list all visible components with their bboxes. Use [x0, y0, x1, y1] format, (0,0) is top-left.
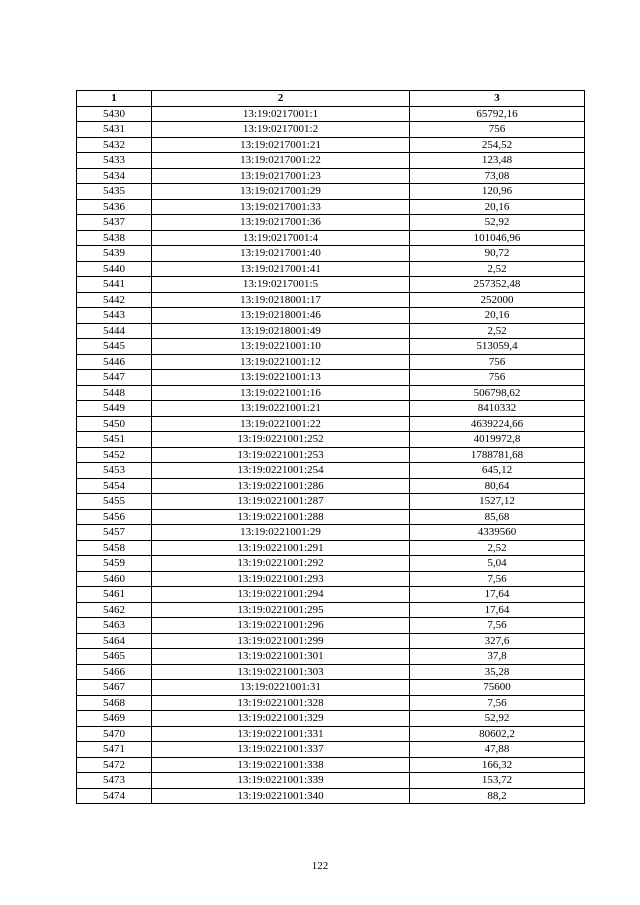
- cadastral-number-cell: 13:19:0221001:296: [152, 618, 410, 634]
- table-row: [77, 478, 585, 494]
- cadastral-number-cell: 13:19:0218001:46: [152, 308, 410, 324]
- row-number-cell: 5463: [77, 618, 152, 634]
- cadastral-number-cell: 13:19:0217001:36: [152, 215, 410, 231]
- value-cell: 20,16: [410, 199, 585, 215]
- row-number-cell: 5448: [77, 385, 152, 401]
- table-row: [77, 122, 585, 138]
- row-number-cell: 5468: [77, 695, 152, 711]
- table-row: [77, 587, 585, 603]
- row-number-cell: 5447: [77, 370, 152, 386]
- table-row: [77, 354, 585, 370]
- column-header-1: 1: [77, 91, 152, 107]
- value-cell: 4639224,66: [410, 416, 585, 432]
- table-row: [77, 664, 585, 680]
- cadastral-number-cell: 13:19:0221001:288: [152, 509, 410, 525]
- data-table: [76, 90, 585, 804]
- value-cell: 1527,12: [410, 494, 585, 510]
- row-number-cell: 5446: [77, 354, 152, 370]
- row-number-cell: 5452: [77, 447, 152, 463]
- cadastral-number-cell: 13:19:0217001:23: [152, 168, 410, 184]
- cadastral-number-cell: 13:19:0221001:339: [152, 773, 410, 789]
- value-cell: 80,64: [410, 478, 585, 494]
- row-number-cell: 5455: [77, 494, 152, 510]
- cadastral-number-cell: 13:19:0217001:2: [152, 122, 410, 138]
- cadastral-number-cell: 13:19:0221001:252: [152, 432, 410, 448]
- cadastral-number-cell: 13:19:0217001:33: [152, 199, 410, 215]
- cadastral-number-cell: 13:19:0217001:22: [152, 153, 410, 169]
- row-number-cell: 5443: [77, 308, 152, 324]
- cadastral-number-cell: 13:19:0218001:17: [152, 292, 410, 308]
- value-cell: 4019972,8: [410, 432, 585, 448]
- cadastral-number-cell: 13:19:0221001:286: [152, 478, 410, 494]
- value-cell: 4339560: [410, 525, 585, 541]
- row-number-cell: 5445: [77, 339, 152, 355]
- value-cell: 1788781,68: [410, 447, 585, 463]
- cadastral-number-cell: 13:19:0221001:13: [152, 370, 410, 386]
- cadastral-number-cell: 13:19:0221001:287: [152, 494, 410, 510]
- value-cell: 101046,96: [410, 230, 585, 246]
- cadastral-number-cell: 13:19:0221001:337: [152, 742, 410, 758]
- value-cell: 2,52: [410, 261, 585, 277]
- cadastral-number-cell: 13:19:0221001:301: [152, 649, 410, 665]
- row-number-cell: 5454: [77, 478, 152, 494]
- cadastral-number-cell: 13:19:0218001:49: [152, 323, 410, 339]
- row-number-cell: 5440: [77, 261, 152, 277]
- table-row: [77, 199, 585, 215]
- value-cell: 5,04: [410, 556, 585, 572]
- row-number-cell: 5441: [77, 277, 152, 293]
- cadastral-number-cell: 13:19:0221001:253: [152, 447, 410, 463]
- cadastral-number-cell: 13:19:0221001:293: [152, 571, 410, 587]
- value-cell: 75600: [410, 680, 585, 696]
- table-row: [77, 711, 585, 727]
- cadastral-number-cell: 13:19:0221001:291: [152, 540, 410, 556]
- row-number-cell: 5465: [77, 649, 152, 665]
- table-row: [77, 416, 585, 432]
- row-number-cell: 5470: [77, 726, 152, 742]
- table-body: [77, 106, 585, 804]
- table-row: [77, 230, 585, 246]
- value-cell: 2,52: [410, 540, 585, 556]
- table-row: [77, 509, 585, 525]
- row-number-cell: 5462: [77, 602, 152, 618]
- table-row: [77, 323, 585, 339]
- value-cell: 756: [410, 370, 585, 386]
- table-row: [77, 618, 585, 634]
- row-number-cell: 5473: [77, 773, 152, 789]
- table-row: [77, 757, 585, 773]
- table-row: [77, 246, 585, 262]
- row-number-cell: 5432: [77, 137, 152, 153]
- row-number-cell: 5469: [77, 711, 152, 727]
- column-header-3: 3: [410, 91, 585, 107]
- row-number-cell: 5453: [77, 463, 152, 479]
- cadastral-number-cell: 13:19:0221001:31: [152, 680, 410, 696]
- row-number-cell: 5437: [77, 215, 152, 231]
- row-number-cell: 5459: [77, 556, 152, 572]
- row-number-cell: 5464: [77, 633, 152, 649]
- table-row: [77, 556, 585, 572]
- table-row: [77, 137, 585, 153]
- value-cell: 20,16: [410, 308, 585, 324]
- value-cell: 52,92: [410, 711, 585, 727]
- cadastral-number-cell: 13:19:0221001:295: [152, 602, 410, 618]
- table-row: [77, 385, 585, 401]
- cadastral-number-cell: 13:19:0217001:5: [152, 277, 410, 293]
- value-cell: 153,72: [410, 773, 585, 789]
- value-cell: 645,12: [410, 463, 585, 479]
- row-number-cell: 5451: [77, 432, 152, 448]
- table-row: [77, 773, 585, 789]
- value-cell: 37,8: [410, 649, 585, 665]
- table-row: [77, 494, 585, 510]
- row-number-cell: 5466: [77, 664, 152, 680]
- row-number-cell: 5433: [77, 153, 152, 169]
- row-number-cell: 5431: [77, 122, 152, 138]
- value-cell: 327,6: [410, 633, 585, 649]
- cadastral-number-cell: 13:19:0221001:16: [152, 385, 410, 401]
- cadastral-number-cell: 13:19:0217001:40: [152, 246, 410, 262]
- cadastral-number-cell: 13:19:0217001:29: [152, 184, 410, 200]
- table-row: [77, 726, 585, 742]
- row-number-cell: 5474: [77, 788, 152, 804]
- table-row: [77, 215, 585, 231]
- table-row: [77, 540, 585, 556]
- row-number-cell: 5434: [77, 168, 152, 184]
- table-row: [77, 432, 585, 448]
- cadastral-number-cell: 13:19:0221001:338: [152, 757, 410, 773]
- row-number-cell: 5461: [77, 587, 152, 603]
- value-cell: 88,2: [410, 788, 585, 804]
- row-number-cell: 5467: [77, 680, 152, 696]
- cadastral-number-cell: 13:19:0221001:303: [152, 664, 410, 680]
- row-number-cell: 5458: [77, 540, 152, 556]
- table-header-row: [77, 91, 585, 107]
- table-row: [77, 525, 585, 541]
- table-row: [77, 633, 585, 649]
- value-cell: 73,08: [410, 168, 585, 184]
- value-cell: 756: [410, 354, 585, 370]
- cadastral-number-cell: 13:19:0221001:329: [152, 711, 410, 727]
- cadastral-number-cell: 13:19:0221001:10: [152, 339, 410, 355]
- table-row: [77, 370, 585, 386]
- row-number-cell: 5438: [77, 230, 152, 246]
- table-row: [77, 168, 585, 184]
- row-number-cell: 5436: [77, 199, 152, 215]
- table-row: [77, 153, 585, 169]
- cadastral-number-cell: 13:19:0221001:29: [152, 525, 410, 541]
- row-number-cell: 5450: [77, 416, 152, 432]
- row-number-cell: 5457: [77, 525, 152, 541]
- cadastral-number-cell: 13:19:0221001:22: [152, 416, 410, 432]
- value-cell: 90,72: [410, 246, 585, 262]
- table-row: [77, 680, 585, 696]
- cadastral-number-cell: 13:19:0221001:294: [152, 587, 410, 603]
- value-cell: 7,56: [410, 571, 585, 587]
- cadastral-number-cell: 13:19:0221001:331: [152, 726, 410, 742]
- table-row: [77, 649, 585, 665]
- cadastral-number-cell: 13:19:0221001:340: [152, 788, 410, 804]
- value-cell: 85,68: [410, 509, 585, 525]
- table-row: [77, 106, 585, 122]
- value-cell: 513059,4: [410, 339, 585, 355]
- value-cell: 7,56: [410, 695, 585, 711]
- value-cell: 47,88: [410, 742, 585, 758]
- table-row: [77, 339, 585, 355]
- value-cell: 35,28: [410, 664, 585, 680]
- table-row: [77, 292, 585, 308]
- cadastral-number-cell: 13:19:0221001:299: [152, 633, 410, 649]
- column-header-2: 2: [152, 91, 410, 107]
- table-row: [77, 695, 585, 711]
- value-cell: 506798,62: [410, 385, 585, 401]
- table-row: [77, 463, 585, 479]
- table-row: [77, 308, 585, 324]
- row-number-cell: 5435: [77, 184, 152, 200]
- value-cell: 52,92: [410, 215, 585, 231]
- value-cell: 166,32: [410, 757, 585, 773]
- table-row: [77, 571, 585, 587]
- cadastral-number-cell: 13:19:0221001:292: [152, 556, 410, 572]
- table-row: [77, 261, 585, 277]
- table-row: [77, 277, 585, 293]
- table-row: [77, 788, 585, 804]
- table-row: [77, 184, 585, 200]
- value-cell: 120,96: [410, 184, 585, 200]
- value-cell: 257352,48: [410, 277, 585, 293]
- table-row: [77, 447, 585, 463]
- row-number-cell: 5449: [77, 401, 152, 417]
- value-cell: 8410332: [410, 401, 585, 417]
- value-cell: 254,52: [410, 137, 585, 153]
- value-cell: 65792,16: [410, 106, 585, 122]
- row-number-cell: 5472: [77, 757, 152, 773]
- row-number-cell: 5460: [77, 571, 152, 587]
- value-cell: 756: [410, 122, 585, 138]
- cadastral-number-cell: 13:19:0217001:1: [152, 106, 410, 122]
- cadastral-number-cell: 13:19:0221001:254: [152, 463, 410, 479]
- row-number-cell: 5439: [77, 246, 152, 262]
- value-cell: 123,48: [410, 153, 585, 169]
- table-row: [77, 401, 585, 417]
- cadastral-number-cell: 13:19:0221001:328: [152, 695, 410, 711]
- row-number-cell: 5456: [77, 509, 152, 525]
- row-number-cell: 5442: [77, 292, 152, 308]
- value-cell: 17,64: [410, 602, 585, 618]
- cadastral-number-cell: 13:19:0217001:21: [152, 137, 410, 153]
- table-row: [77, 742, 585, 758]
- row-number-cell: 5430: [77, 106, 152, 122]
- cadastral-number-cell: 13:19:0217001:41: [152, 261, 410, 277]
- value-cell: 2,52: [410, 323, 585, 339]
- value-cell: 80602,2: [410, 726, 585, 742]
- row-number-cell: 5444: [77, 323, 152, 339]
- row-number-cell: 5471: [77, 742, 152, 758]
- value-cell: 252000: [410, 292, 585, 308]
- table-row: [77, 602, 585, 618]
- value-cell: 7,56: [410, 618, 585, 634]
- cadastral-number-cell: 13:19:0221001:12: [152, 354, 410, 370]
- cadastral-number-cell: 13:19:0221001:21: [152, 401, 410, 417]
- cadastral-number-cell: 13:19:0217001:4: [152, 230, 410, 246]
- page-number: 122: [311, 860, 329, 872]
- value-cell: 17,64: [410, 587, 585, 603]
